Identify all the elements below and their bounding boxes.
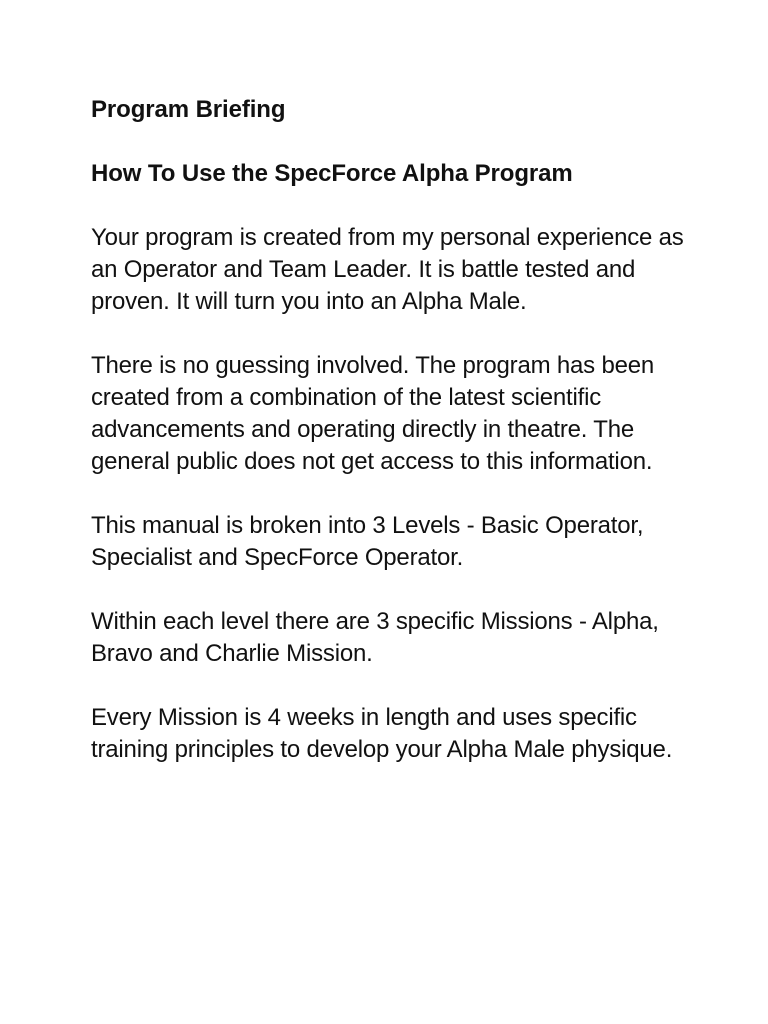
paragraph-program-origin: Your program is created from my personal experience as an Operator and Team Leader. It is battle tested and proven. It will turn you into an Alpha Male.: [91, 224, 684, 315]
section-heading: How To Use the SpecForce Alpha Program: [91, 160, 573, 187]
paragraph-missions: Within each level there are 3 specific Missions - Alpha, Bravo and Charlie Mission.: [91, 608, 659, 667]
paragraph-no-guessing: There is no guessing involved. The program has been created from a combination of the latest scientific advancements and operating directly in theatre. The general public does not get access to this information.: [91, 352, 655, 475]
paragraph-levels: This manual is broken into 3 Levels - Basic Operator, Specialist and SpecForce Operator.: [91, 512, 644, 571]
page-title: Program Briefing: [91, 96, 286, 123]
paragraph-mission-length: Every Mission is 4 weeks in length and uses specific training principles to develop your Alpha Male physique.: [91, 704, 673, 763]
